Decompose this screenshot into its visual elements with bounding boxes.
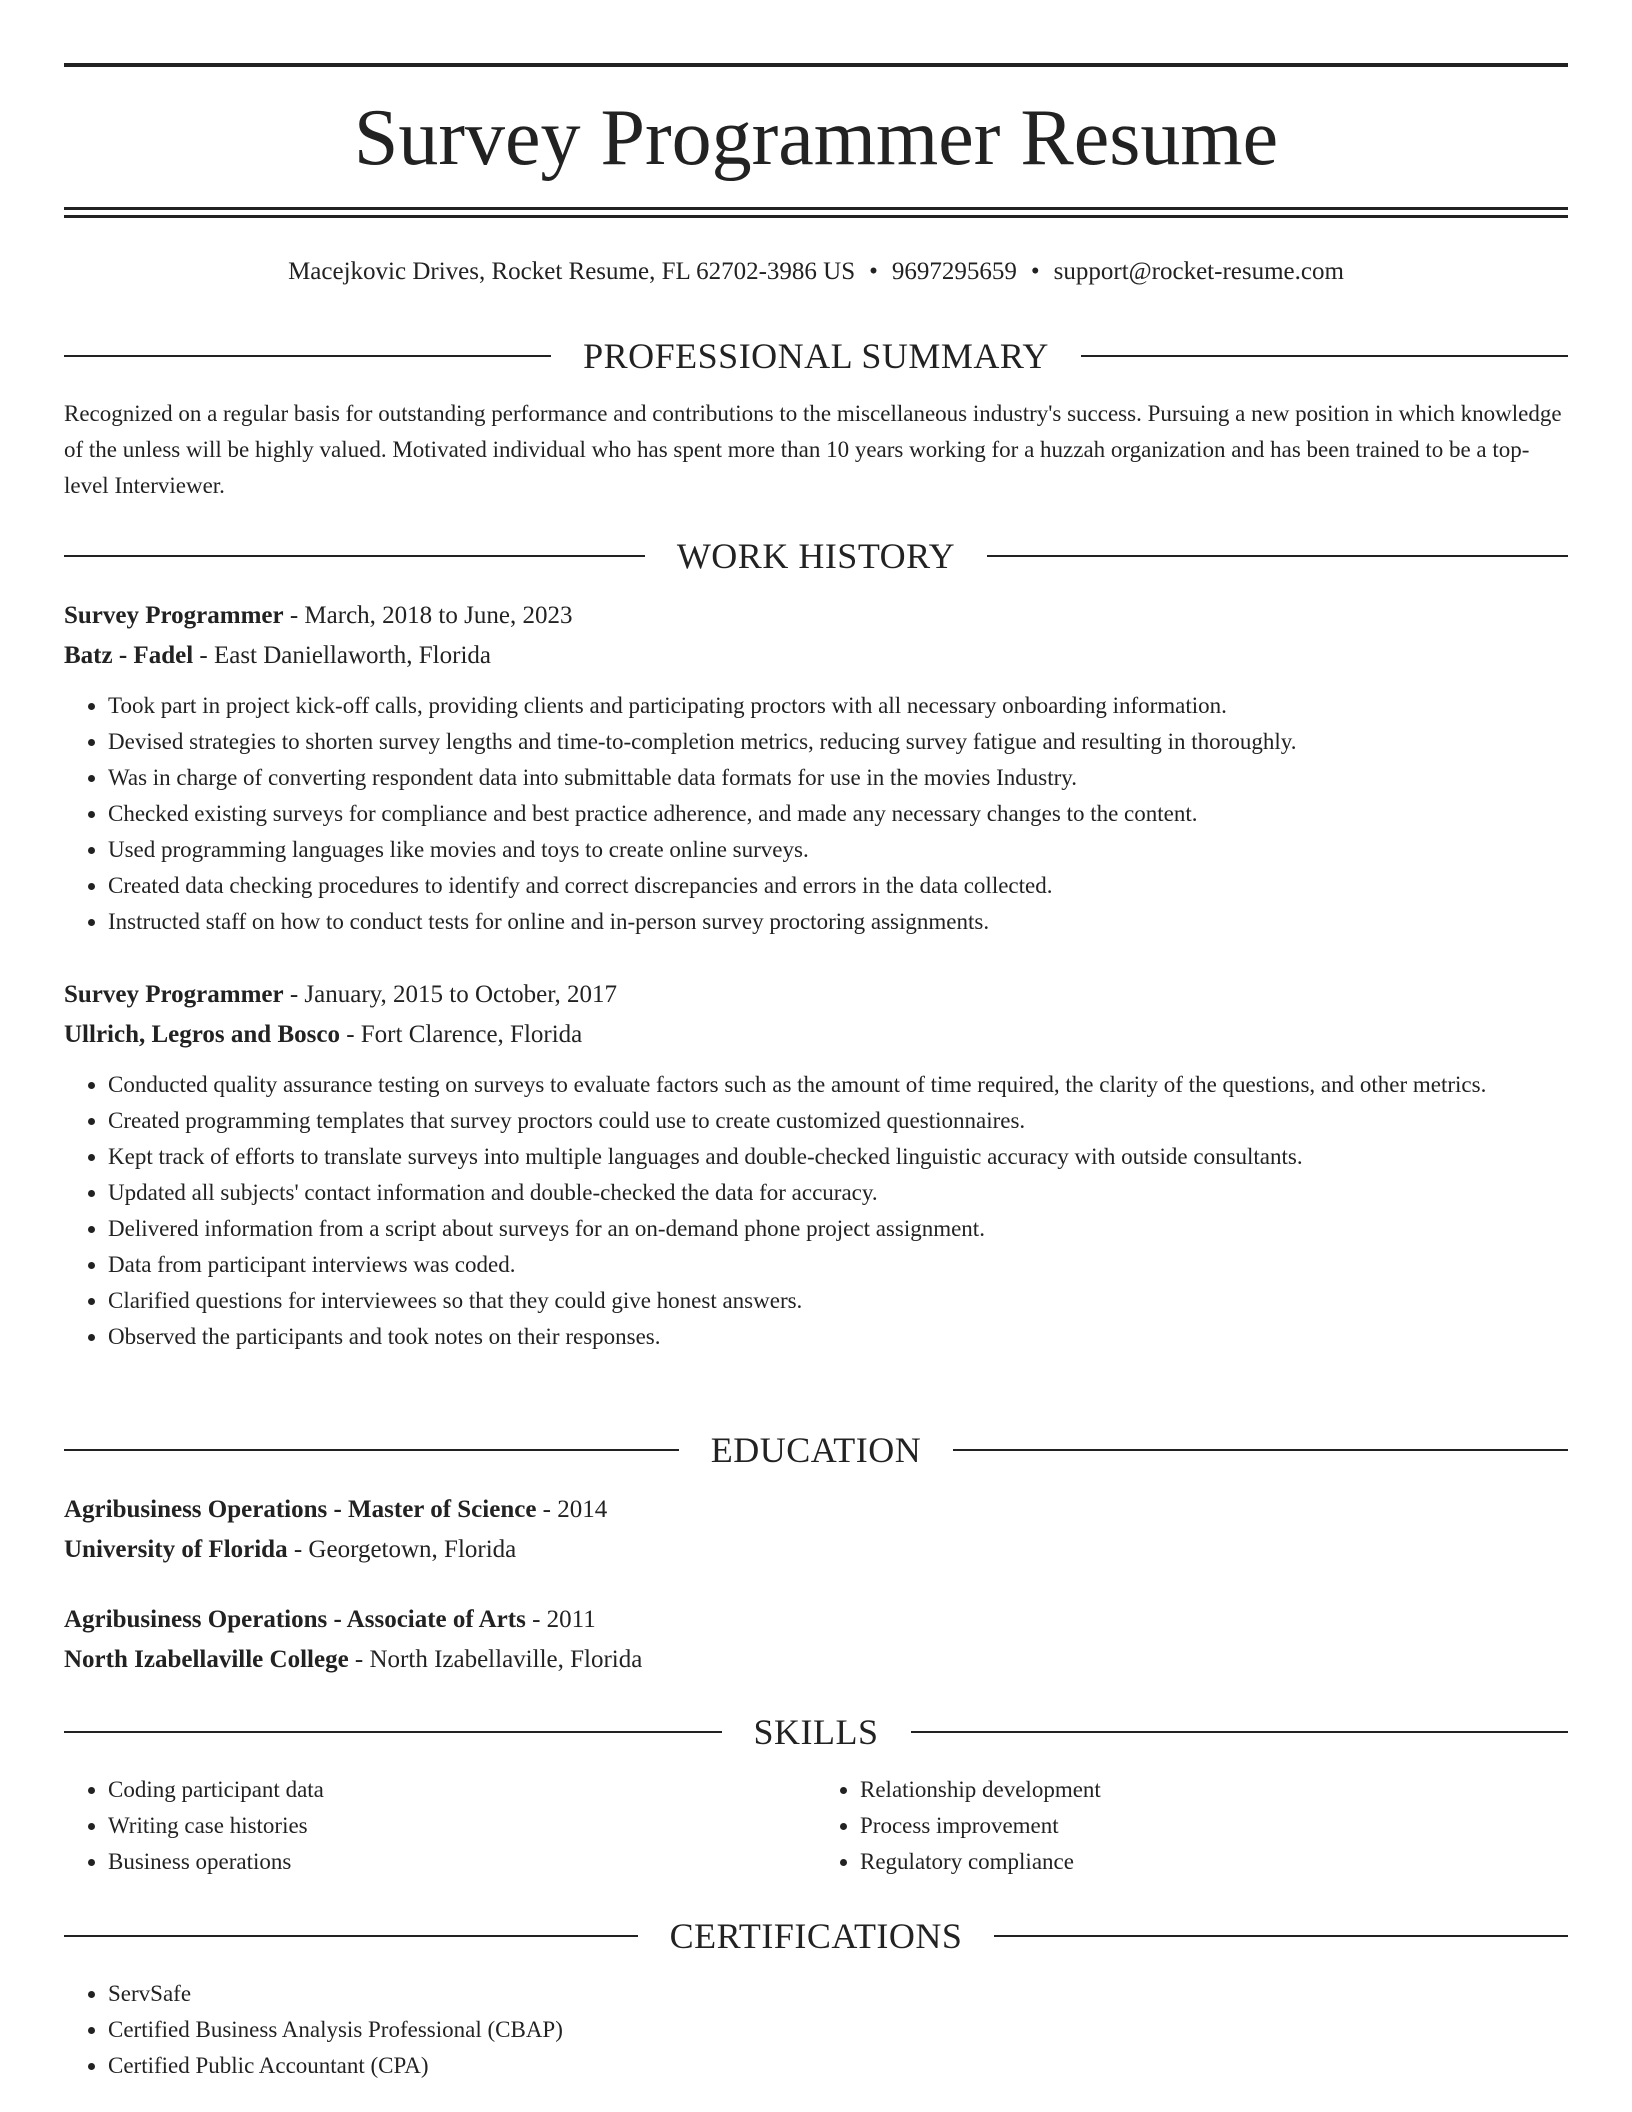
job-title-line (64, 975, 1568, 1015)
certifications-list (64, 1976, 1568, 2084)
list-item: • Instructed staff on how to conduct tests for online and in-person survey proctoring assignments. (108, 904, 1568, 940)
school-location: - Georgetown, Florida (287, 1536, 517, 1563)
list-item: • Was in charge of converting respondent data into submittable data formats for use in the movies Industry. (108, 760, 1568, 796)
heading-rule-right (911, 1731, 1569, 1733)
school-name: University of Florida (64, 1536, 288, 1563)
list-item: • Relationship development (860, 1772, 1568, 1808)
heading-rule-left (64, 1449, 679, 1451)
skills-columns (64, 1772, 1568, 1880)
list-item: • Process improvement (860, 1808, 1568, 1844)
job-dates: - January, 2015 to October, 2017 (283, 981, 618, 1008)
heading-rule-right (994, 1935, 1568, 1937)
section-heading-education (64, 1428, 1568, 1472)
list-item: • Business operations (108, 1844, 816, 1880)
degree-name: Agribusiness Operations - Master of Science (64, 1496, 537, 1523)
job-entry-1 (64, 596, 1568, 940)
list-item: • Observed the participants and took notes on their responses. (108, 1319, 1568, 1355)
heading-rule-right (987, 555, 1568, 557)
heading-rule-left (64, 1731, 722, 1733)
education-entry-2 (64, 1600, 1568, 1680)
section-heading-skills (64, 1710, 1568, 1754)
degree-year: - 2011 (525, 1606, 596, 1633)
degree-name: Agribusiness Operations - Associate of Arts (64, 1606, 526, 1633)
list-item: • Coding participant data (108, 1772, 816, 1808)
list-item: • Created data checking procedures to identify and correct discrepancies and errors in the data collected. (108, 868, 1568, 904)
degree-line (64, 1600, 1568, 1640)
list-item: • Data from participant interviews was coded. (108, 1247, 1568, 1283)
contact-line (64, 254, 1568, 290)
list-item: • ServSafe (108, 1976, 1568, 2012)
job-company-line (64, 636, 1568, 676)
education-entry-1 (64, 1490, 1568, 1570)
job-location: - Fort Clarence, Florida (339, 1021, 583, 1048)
section-title: SKILLS (753, 1712, 879, 1752)
list-item: • Created programming templates that survey proctors could use to create customized questionnaires. (108, 1103, 1568, 1139)
list-item: • Certified Business Analysis Professional (CBAP) (108, 2012, 1568, 2048)
list-item: • Kept track of efforts to translate surveys into multiple languages and double-checked linguistic accuracy with outside consultants. (108, 1139, 1568, 1175)
school-name: North Izabellaville College (64, 1646, 349, 1673)
contact-email: support@rocket-resume.com (1053, 258, 1344, 285)
heading-rule-right (953, 1449, 1568, 1451)
school-location: - North Izabellaville, Florida (348, 1646, 643, 1673)
title-double-rule-lower (64, 215, 1568, 218)
section-heading-certifications (64, 1914, 1568, 1958)
heading-rule-left (64, 555, 645, 557)
list-item: • Used programming languages like movies and toys to create online surveys. (108, 832, 1568, 868)
job-bullets (64, 688, 1568, 940)
section-heading-work-history (64, 534, 1568, 578)
section-title: EDUCATION (710, 1430, 922, 1470)
list-item: • Took part in project kick-off calls, providing clients and participating proctors with all necessary onboarding information. (108, 688, 1568, 724)
school-line (64, 1640, 1568, 1680)
degree-line (64, 1490, 1568, 1530)
heading-rule-left (64, 1935, 638, 1937)
contact-separator: • (869, 258, 878, 285)
list-item: • Regulatory compliance (860, 1844, 1568, 1880)
top-rule (64, 63, 1568, 67)
list-item: • Conducted quality assurance testing on surveys to evaluate factors such as the amount of time required, the clarity of the questions, and other metrics. (108, 1067, 1568, 1103)
job-entry-2 (64, 975, 1568, 1355)
contact-separator: • (1030, 258, 1040, 285)
list-item: • Certified Public Accountant (CPA) (108, 2048, 1568, 2084)
job-dates: - March, 2018 to June, 2023 (283, 602, 573, 629)
page-title: Survey Programmer Resume (353, 94, 1279, 182)
certifications-block (64, 1976, 1568, 2084)
list-item: • Updated all subjects' contact information and double-checked the data for accuracy. (108, 1175, 1568, 1211)
list-item: • Checked existing surveys for compliance and best practice adherence, and made any necessary changes to the content. (108, 796, 1568, 832)
degree-year: - 2014 (536, 1496, 608, 1523)
section-heading-summary (64, 334, 1568, 378)
job-title: Survey Programmer (64, 981, 284, 1008)
heading-rule-right (1081, 355, 1568, 357)
skills-list-right (816, 1772, 1568, 1880)
school-line (64, 1530, 1568, 1570)
list-item: • Delivered information from a script about surveys for an on-demand phone project assignment. (108, 1211, 1568, 1247)
heading-rule-left (64, 355, 551, 357)
job-title-line (64, 596, 1568, 636)
section-title: WORK HISTORY (676, 536, 956, 576)
job-company: Ullrich, Legros and Bosco (64, 1021, 340, 1048)
job-title: Survey Programmer (64, 602, 284, 629)
summary-block (64, 396, 1568, 504)
job-location: - East Daniellaworth, Florida (193, 642, 491, 669)
list-item: • Writing case histories (108, 1808, 816, 1844)
section-title: CERTIFICATIONS (669, 1916, 963, 1956)
job-company: Batz - Fadel (64, 642, 194, 669)
list-item: • Clarified questions for interviewees so that they could give honest answers. (108, 1283, 1568, 1319)
contact-address: Macejkovic Drives, Rocket Resume, FL 62702-3986 US (288, 258, 856, 285)
list-item: • Devised strategies to shorten survey lengths and time-to-completion metrics, reducing survey fatigue and resulting in thoroughly. (108, 724, 1568, 760)
section-title: PROFESSIONAL SUMMARY (583, 336, 1049, 376)
skills-list-left (64, 1772, 816, 1880)
title-double-rule-upper (64, 207, 1568, 210)
job-company-line (64, 1015, 1568, 1055)
summary-text: Recognized on a regular basis for outstanding performance and contributions to the miscellaneous industry's success. Pursuing a new position in which knowledge of the unless will be highly valued. Motivated individual who has spent more than 10 years working for a huzzah organization and has been trained to be a top-level Interviewer. (64, 401, 1562, 498)
contact-phone: 9697295659 (891, 258, 1017, 285)
job-bullets (64, 1067, 1568, 1355)
